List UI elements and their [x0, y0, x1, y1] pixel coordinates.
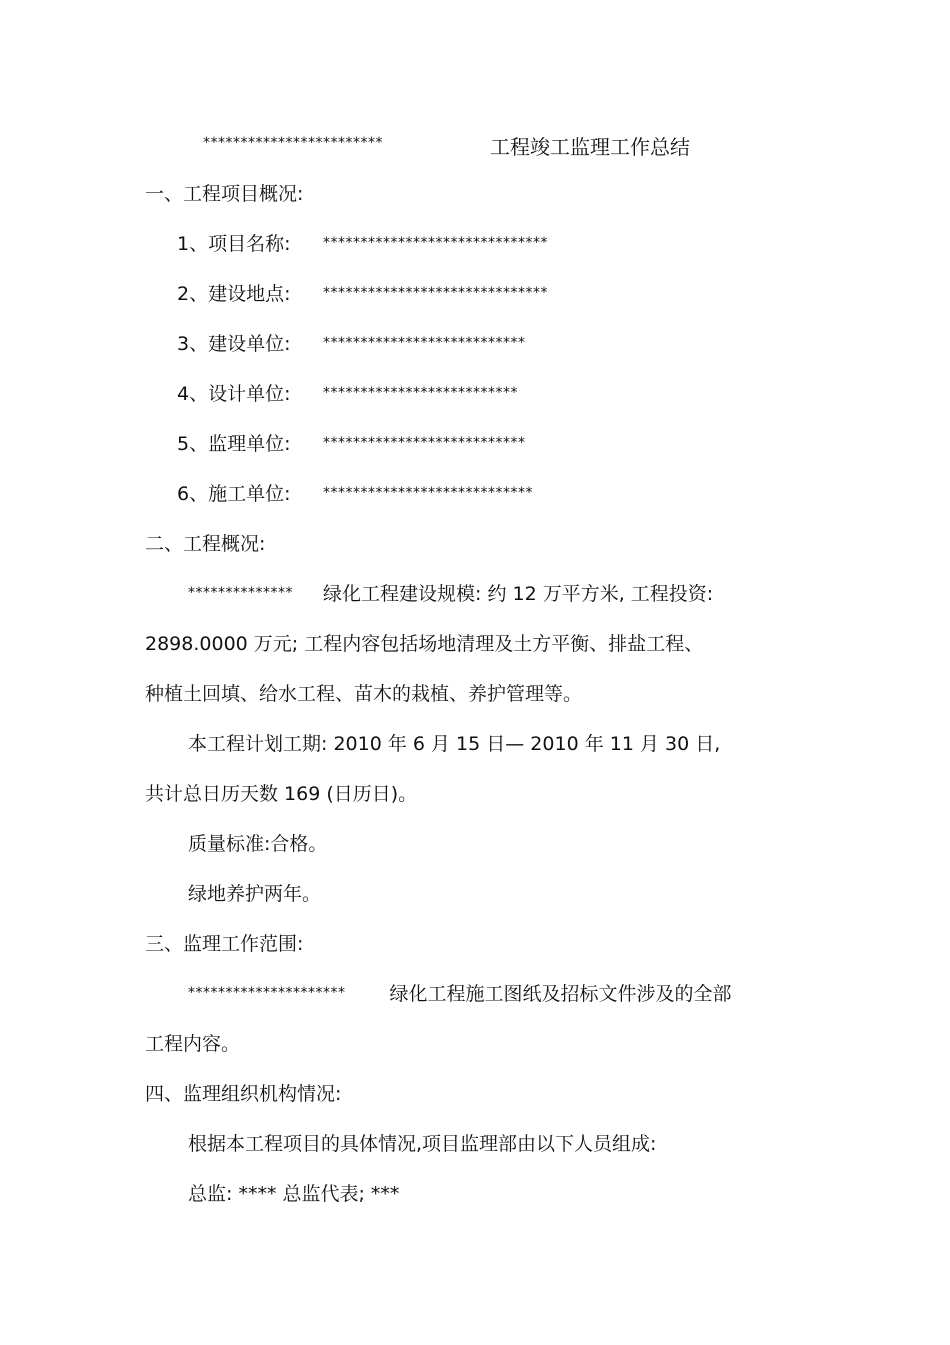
item-label: 4、设计单位: [177, 383, 291, 405]
scope-text: 绿化工程施工图纸及招标文件涉及的全部 [389, 983, 732, 1005]
schedule-paragraph-line-2: 共计总日历天数 169 (日历日)。 [145, 783, 418, 805]
schedule-paragraph-line-1: 本工程计划工期: 2010 年 6 月 15 日— 2010 年 11 月 30 日, [188, 733, 721, 755]
document-title: 工程竣工监理工作总结 [490, 135, 690, 159]
section-4-heading: 四、监理组织机构情况: [145, 1083, 342, 1105]
item-construction-site [177, 282, 548, 308]
organization-members: 总监: **** 总监代表; *** [188, 1183, 400, 1205]
item-contractor-unit [177, 482, 533, 508]
item-value: *************************** [323, 335, 526, 351]
quality-standard: 质量标准:合格。 [188, 833, 328, 855]
item-value: **************************** [323, 485, 533, 501]
item-label: 3、建设单位: [177, 333, 291, 355]
section-2-heading: 二、工程概况: [145, 533, 266, 555]
item-label: 2、建设地点: [177, 283, 291, 305]
item-value: *************************** [323, 435, 526, 451]
item-value: ****************************** [323, 235, 548, 251]
item-supervision-unit [177, 432, 526, 458]
scale-paragraph-line-1 [188, 582, 713, 608]
scale-paragraph-line-2: 2898.0000 万元; 工程内容包括场地清理及土方平衡、排盐工程、 [145, 633, 704, 655]
item-project-name [177, 232, 548, 258]
item-label: 1、项目名称: [177, 233, 291, 255]
item-design-unit [177, 382, 518, 408]
scale-paragraph-line-3: 种植土回填、给水工程、苗木的栽植、养护管理等。 [145, 683, 583, 705]
organization-intro: 根据本工程项目的具体情况,项目监理部由以下人员组成: [188, 1133, 657, 1155]
scope-line-1 [188, 982, 732, 1008]
item-construction-unit [177, 332, 526, 358]
redacted-project-name: ************** [188, 585, 293, 601]
title-redacted-name: ************************ [203, 135, 383, 151]
section-1-heading: 一、工程项目概况: [145, 183, 304, 205]
item-value: ************************** [323, 385, 518, 401]
item-value: ****************************** [323, 285, 548, 301]
maintenance-period: 绿地养护两年。 [188, 883, 322, 905]
scale-text: 绿化工程建设规模: 约 12 万平方米, 工程投资: [323, 583, 714, 605]
item-label: 5、监理单位: [177, 433, 291, 455]
scope-line-2: 工程内容。 [145, 1033, 241, 1055]
section-3-heading: 三、监理工作范围: [145, 933, 304, 955]
item-label: 6、施工单位: [177, 483, 291, 505]
redacted-project-name: ********************* [188, 985, 346, 1001]
